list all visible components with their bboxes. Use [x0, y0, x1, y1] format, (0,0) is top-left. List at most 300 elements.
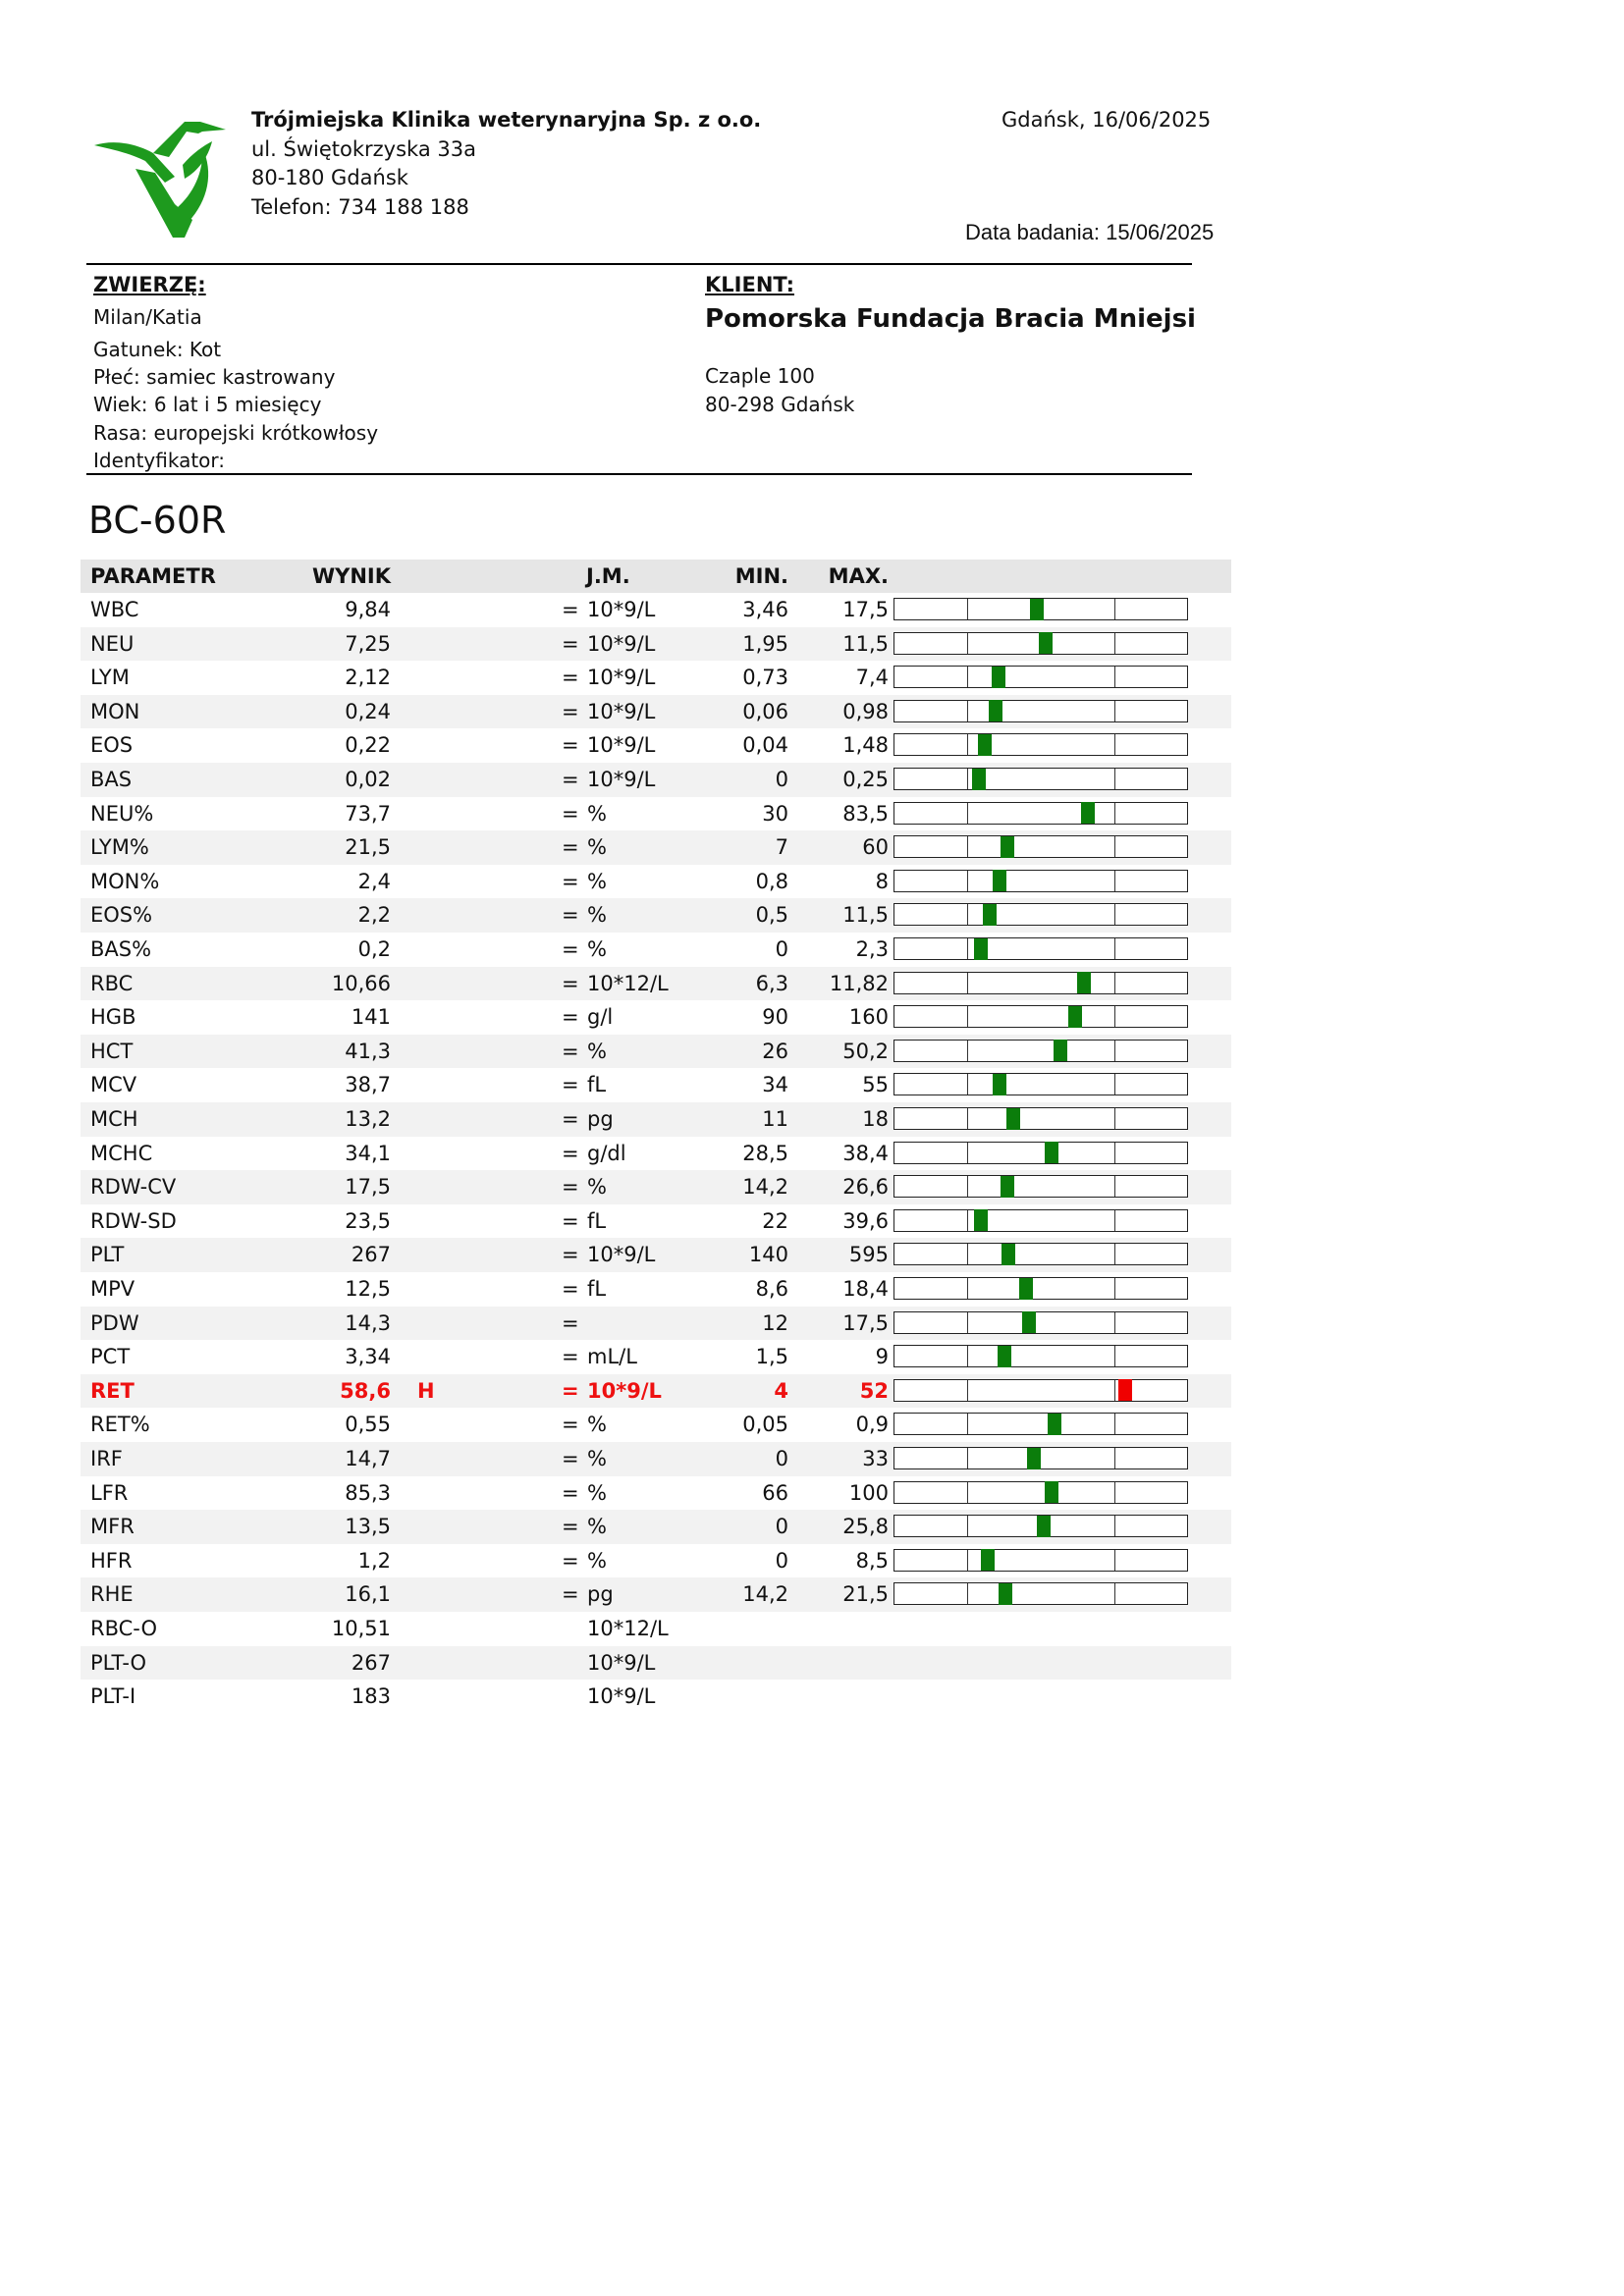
range-bar-min-line	[967, 1312, 968, 1333]
result-value: 10,51	[331, 1617, 391, 1640]
result-unit: 10*12/L	[587, 971, 669, 995]
range-bar	[893, 1481, 1188, 1504]
range-bar	[893, 1243, 1188, 1265]
range-bar	[893, 1345, 1188, 1367]
range-bar-min-line	[967, 1143, 968, 1163]
range-marker	[1054, 1040, 1067, 1061]
table-row	[81, 593, 1231, 627]
range-max: 83,5	[842, 801, 889, 826]
table-row	[81, 1204, 1231, 1239]
range-bar-min-line	[967, 734, 968, 755]
result-value: 0,2	[357, 937, 391, 961]
result-unit: %	[587, 1480, 607, 1505]
result-unit: %	[587, 835, 607, 860]
result-value: 38,7	[345, 1073, 391, 1097]
range-max: 160	[848, 1005, 889, 1030]
range-marker	[1001, 1176, 1014, 1198]
table-row	[81, 1307, 1231, 1341]
param-name: MCH	[90, 1107, 138, 1131]
range-max: 8	[875, 869, 889, 893]
result-sign: =	[562, 768, 579, 791]
param-name: NEU	[90, 631, 135, 656]
range-marker	[1077, 972, 1091, 993]
range-min: 1,5	[755, 1345, 788, 1369]
result-unit: 10*9/L	[587, 1684, 656, 1709]
range-bar	[893, 598, 1188, 620]
table-row	[81, 661, 1231, 695]
result-value: 73,7	[345, 801, 391, 826]
param-name: MPV	[90, 1277, 135, 1301]
range-marker	[1068, 1006, 1082, 1028]
table-row	[81, 1612, 1231, 1646]
table-row	[81, 695, 1231, 729]
range-marker	[1019, 1278, 1033, 1300]
range-bar-min-line	[967, 1583, 968, 1604]
clinic-street: ul. Świętokrzyska 33a	[251, 137, 476, 161]
header-unit: J.M.	[586, 564, 630, 588]
range-min: 0,8	[755, 869, 788, 893]
range-bar	[893, 1311, 1188, 1334]
range-bar	[893, 802, 1188, 825]
range-marker	[1039, 632, 1053, 654]
param-name: HCT	[90, 1039, 134, 1063]
range-bar-max-line	[1114, 1074, 1115, 1095]
range-max: 2,3	[855, 937, 889, 961]
clinic-name: Trójmiejska Klinika weterynaryjna Sp. z o.o.	[251, 108, 762, 132]
table-row	[81, 1374, 1231, 1409]
param-name: PLT	[90, 1243, 125, 1267]
range-bar	[893, 666, 1188, 688]
range-marker	[974, 938, 988, 960]
table-row	[81, 1170, 1231, 1204]
range-min: 22	[762, 1208, 788, 1233]
range-max: 38,4	[842, 1141, 889, 1165]
result-sign: =	[562, 1345, 579, 1369]
param-name: EOS%	[90, 903, 153, 928]
range-marker	[972, 769, 986, 790]
range-bar-min-line	[967, 803, 968, 824]
result-sign: =	[562, 801, 579, 826]
param-name: BAS%	[90, 937, 152, 961]
param-name: LYM	[90, 666, 130, 690]
result-sign: =	[562, 1208, 579, 1233]
result-value: 17,5	[345, 1175, 391, 1200]
clinic-city: 80-180 Gdańsk	[251, 166, 408, 189]
client-street: Czaple 100	[705, 364, 815, 388]
range-bar	[893, 870, 1188, 892]
range-bar	[893, 972, 1188, 994]
range-marker	[993, 1074, 1006, 1095]
range-marker	[1037, 1516, 1051, 1537]
result-unit: 10*9/L	[587, 768, 656, 791]
animal-name: Milan/Katia	[93, 305, 202, 329]
header-param: PARAMETR	[90, 564, 216, 588]
client-city: 80-298 Gdańsk	[705, 393, 855, 416]
result-unit: pg	[587, 1582, 614, 1607]
param-name: RET	[90, 1378, 135, 1403]
range-min: 14,2	[742, 1582, 788, 1607]
range-min: 90	[762, 1005, 788, 1030]
result-sign: =	[562, 1515, 579, 1539]
table-row	[81, 1646, 1231, 1681]
range-bar-min-line	[967, 769, 968, 789]
range-bar	[893, 1175, 1188, 1198]
range-bar-min-line	[967, 1550, 968, 1571]
result-sign: =	[562, 1582, 579, 1607]
range-max: 25,8	[842, 1515, 889, 1539]
range-max: 18	[862, 1107, 889, 1131]
range-bar-max-line	[1114, 1143, 1115, 1163]
results-table-header	[81, 560, 1231, 593]
result-value: 0,22	[345, 733, 391, 758]
result-value: 14,3	[345, 1310, 391, 1335]
range-bar	[893, 1582, 1188, 1605]
range-min: 3,46	[742, 598, 788, 621]
header-divider-bottom	[86, 473, 1192, 475]
result-unit: 10*12/L	[587, 1617, 669, 1640]
range-marker	[983, 904, 997, 926]
range-bar-min-line	[967, 1176, 968, 1197]
result-sign: =	[562, 1243, 579, 1267]
param-name: MCV	[90, 1073, 137, 1097]
range-bar	[893, 1549, 1188, 1572]
client-name: Pomorska Fundacja Bracia Mniejsi	[705, 304, 1196, 334]
result-unit: %	[587, 801, 607, 826]
table-row	[81, 728, 1231, 763]
param-name: PLT-I	[90, 1684, 136, 1709]
range-bar-max-line	[1114, 1210, 1115, 1231]
result-unit: 10*9/L	[587, 1243, 656, 1267]
table-row	[81, 797, 1231, 831]
result-sign: =	[562, 1447, 579, 1470]
range-bar-min-line	[967, 904, 968, 925]
result-sign: =	[562, 1175, 579, 1200]
result-sign: =	[562, 699, 579, 723]
result-value: 58,6	[340, 1378, 391, 1403]
range-bar	[893, 1379, 1188, 1402]
result-value: 85,3	[345, 1480, 391, 1505]
result-flag: H	[417, 1378, 435, 1403]
range-min: 0,06	[742, 699, 788, 723]
param-name: MON%	[90, 869, 160, 893]
range-marker	[981, 1549, 995, 1571]
range-min: 34	[762, 1073, 788, 1097]
range-bar-max-line	[1114, 973, 1115, 993]
param-name: LFR	[90, 1480, 129, 1505]
range-min: 7	[775, 835, 788, 860]
range-bar-min-line	[967, 1210, 968, 1231]
table-row	[81, 1476, 1231, 1511]
range-marker	[1030, 599, 1044, 620]
result-unit: 10*9/L	[587, 1650, 656, 1675]
range-min: 11	[762, 1107, 788, 1131]
range-max: 100	[848, 1480, 889, 1505]
range-bar-max-line	[1114, 1380, 1115, 1401]
result-sign: =	[562, 1141, 579, 1165]
range-bar-max-line	[1114, 769, 1115, 789]
range-bar	[893, 700, 1188, 722]
range-marker	[992, 667, 1005, 688]
range-bar-min-line	[967, 973, 968, 993]
range-min: 0	[775, 768, 788, 791]
range-bar-max-line	[1114, 1414, 1115, 1434]
range-bar-min-line	[967, 1448, 968, 1468]
table-row	[81, 1340, 1231, 1374]
result-sign: =	[562, 1378, 579, 1403]
result-value: 0,02	[345, 768, 391, 791]
range-max: 9	[875, 1345, 889, 1369]
report-date-place: Gdańsk, 16/06/2025	[1001, 108, 1212, 132]
param-name: RHE	[90, 1582, 134, 1607]
range-max: 60	[862, 835, 889, 860]
range-marker	[998, 1346, 1011, 1367]
range-marker	[1118, 1379, 1132, 1401]
table-row	[81, 1680, 1231, 1714]
range-marker	[1045, 1142, 1058, 1163]
result-unit: %	[587, 1039, 607, 1063]
range-bar	[893, 1447, 1188, 1469]
range-bar-min-line	[967, 1006, 968, 1027]
range-bar	[893, 937, 1188, 960]
result-unit: %	[587, 869, 607, 893]
param-name: RBC-O	[90, 1617, 157, 1640]
range-bar	[893, 1209, 1188, 1232]
result-unit: mL/L	[587, 1345, 637, 1369]
range-max: 595	[848, 1243, 889, 1267]
range-bar-max-line	[1114, 938, 1115, 959]
result-value: 7,25	[345, 631, 391, 656]
range-max: 26,6	[842, 1175, 889, 1200]
range-min: 0,05	[742, 1413, 788, 1437]
range-max: 11,5	[842, 631, 889, 656]
result-value: 14,7	[345, 1447, 391, 1470]
range-bar-min-line	[967, 1346, 968, 1366]
range-min: 66	[762, 1480, 788, 1505]
result-unit: %	[587, 903, 607, 928]
header-min: MIN.	[734, 564, 788, 588]
table-row	[81, 1000, 1231, 1035]
param-name: MON	[90, 699, 140, 723]
range-bar-min-line	[967, 1244, 968, 1264]
result-unit: g/dl	[587, 1141, 626, 1165]
clinic-phone: Telefon: 734 188 188	[251, 195, 469, 219]
param-name: BAS	[90, 768, 133, 791]
range-bar-max-line	[1114, 1346, 1115, 1366]
table-row	[81, 933, 1231, 967]
table-row	[81, 1544, 1231, 1578]
result-value: 41,3	[345, 1039, 391, 1063]
range-min: 0,04	[742, 733, 788, 758]
result-unit: 10*9/L	[587, 1378, 662, 1403]
param-name: LYM%	[90, 835, 149, 860]
range-max: 17,5	[842, 598, 889, 621]
range-bar-max-line	[1114, 1108, 1115, 1129]
range-bar-max-line	[1114, 1312, 1115, 1333]
range-min: 6,3	[755, 971, 788, 995]
table-row	[81, 1510, 1231, 1544]
result-value: 16,1	[345, 1582, 391, 1607]
range-bar-max-line	[1114, 1448, 1115, 1468]
range-bar-min-line	[967, 871, 968, 891]
range-bar-min-line	[967, 1108, 968, 1129]
range-marker	[1027, 1448, 1041, 1469]
result-sign: =	[562, 1310, 579, 1335]
result-value: 13,2	[345, 1107, 391, 1131]
table-row	[81, 1137, 1231, 1171]
result-value: 1,2	[357, 1548, 391, 1573]
animal-species: Gatunek: Kot	[93, 338, 222, 361]
table-row	[81, 865, 1231, 899]
range-bar-max-line	[1114, 701, 1115, 721]
result-sign: =	[562, 598, 579, 621]
result-unit: 10*9/L	[587, 666, 656, 690]
range-max: 0,98	[842, 699, 889, 723]
device-title: BC-60R	[88, 499, 227, 542]
range-bar-max-line	[1114, 803, 1115, 824]
result-value: 183	[351, 1684, 391, 1709]
table-row	[81, 898, 1231, 933]
range-bar-min-line	[967, 1516, 968, 1536]
result-sign: =	[562, 1480, 579, 1505]
result-unit: pg	[587, 1107, 614, 1131]
range-bar-min-line	[967, 1414, 968, 1434]
range-bar-min-line	[967, 701, 968, 721]
exam-date: Data badania: 15/06/2025	[965, 220, 1215, 244]
range-min: 1,95	[742, 631, 788, 656]
range-bar-max-line	[1114, 1482, 1115, 1503]
range-max: 7,4	[855, 666, 889, 690]
range-max: 0,9	[855, 1413, 889, 1437]
result-value: 0,24	[345, 699, 391, 723]
result-value: 267	[351, 1650, 391, 1675]
table-row	[81, 830, 1231, 865]
result-unit: %	[587, 1548, 607, 1573]
result-unit: %	[587, 1447, 607, 1470]
range-marker	[993, 870, 1006, 891]
param-name: MCHC	[90, 1141, 153, 1165]
range-max: 1,48	[842, 733, 889, 758]
range-bar-min-line	[967, 1278, 968, 1299]
result-sign: =	[562, 903, 579, 928]
table-row	[81, 627, 1231, 662]
range-bar-max-line	[1114, 633, 1115, 654]
header-divider-top	[86, 263, 1192, 265]
table-row	[81, 1442, 1231, 1476]
range-max: 0,25	[842, 768, 889, 791]
range-bar	[893, 1107, 1188, 1130]
range-bar-min-line	[967, 633, 968, 654]
range-marker	[1006, 1108, 1020, 1130]
result-sign: =	[562, 631, 579, 656]
result-unit: fL	[587, 1208, 607, 1233]
range-bar	[893, 903, 1188, 926]
range-min: 26	[762, 1039, 788, 1063]
range-bar-max-line	[1114, 1176, 1115, 1197]
param-name: HGB	[90, 1005, 136, 1030]
range-max: 52	[859, 1378, 889, 1403]
range-marker	[1001, 836, 1014, 858]
result-sign: =	[562, 971, 579, 995]
range-min: 30	[762, 801, 788, 826]
table-row	[81, 1035, 1231, 1069]
range-bar-max-line	[1114, 1583, 1115, 1604]
param-name: RBC	[90, 971, 134, 995]
range-bar	[893, 1142, 1188, 1164]
range-bar-min-line	[967, 667, 968, 687]
result-sign: =	[562, 733, 579, 758]
range-bar-max-line	[1114, 599, 1115, 619]
param-name: NEU%	[90, 801, 154, 826]
result-value: 2,4	[357, 869, 391, 893]
table-row	[81, 763, 1231, 797]
range-marker	[1022, 1311, 1036, 1333]
result-unit: %	[587, 1515, 607, 1539]
result-unit: 10*9/L	[587, 598, 656, 621]
range-bar-min-line	[967, 836, 968, 857]
result-unit: fL	[587, 1277, 607, 1301]
result-sign: =	[562, 1107, 579, 1131]
result-unit: %	[587, 937, 607, 961]
result-value: 0,55	[345, 1413, 391, 1437]
result-value: 2,2	[357, 903, 391, 928]
result-value: 13,5	[345, 1515, 391, 1539]
range-bar-max-line	[1114, 1278, 1115, 1299]
range-max: 11,5	[842, 903, 889, 928]
range-bar-max-line	[1114, 734, 1115, 755]
range-bar	[893, 768, 1188, 790]
range-bar-min-line	[967, 1482, 968, 1503]
range-bar	[893, 1277, 1188, 1300]
range-marker	[1045, 1481, 1058, 1503]
table-row	[81, 1102, 1231, 1137]
range-min: 12	[762, 1310, 788, 1335]
animal-section-title: ZWIERZĘ:	[93, 273, 206, 296]
range-bar-min-line	[967, 599, 968, 619]
param-name: IRF	[90, 1447, 123, 1470]
range-min: 8,6	[755, 1277, 788, 1301]
range-marker	[1048, 1414, 1061, 1435]
header-max: MAX.	[828, 564, 889, 588]
animal-breed: Rasa: europejski krótkowłosy	[93, 421, 379, 445]
result-value: 267	[351, 1243, 391, 1267]
result-sign: =	[562, 869, 579, 893]
range-min: 14,2	[742, 1175, 788, 1200]
range-bar-min-line	[967, 1380, 968, 1401]
param-name: RDW-SD	[90, 1208, 177, 1233]
param-name: RDW-CV	[90, 1175, 177, 1200]
range-bar-max-line	[1114, 904, 1115, 925]
range-bar	[893, 1413, 1188, 1435]
animal-identifier: Identyfikator:	[93, 449, 226, 472]
range-bar-max-line	[1114, 836, 1115, 857]
range-bar-max-line	[1114, 1516, 1115, 1536]
animal-sex: Płeć: samiec kastrowany	[93, 365, 336, 389]
range-bar-min-line	[967, 938, 968, 959]
range-bar	[893, 1515, 1188, 1537]
clinic-logo-icon	[90, 110, 230, 243]
range-min: 4	[774, 1378, 788, 1403]
param-name: HFR	[90, 1548, 133, 1573]
range-bar-max-line	[1114, 667, 1115, 687]
range-bar	[893, 632, 1188, 655]
table-row	[81, 1408, 1231, 1442]
range-bar	[893, 1073, 1188, 1095]
result-unit: %	[587, 1175, 607, 1200]
range-max: 33	[862, 1447, 889, 1470]
result-value: 9,84	[345, 598, 391, 621]
range-min: 28,5	[742, 1141, 788, 1165]
param-name: RET%	[90, 1413, 150, 1437]
